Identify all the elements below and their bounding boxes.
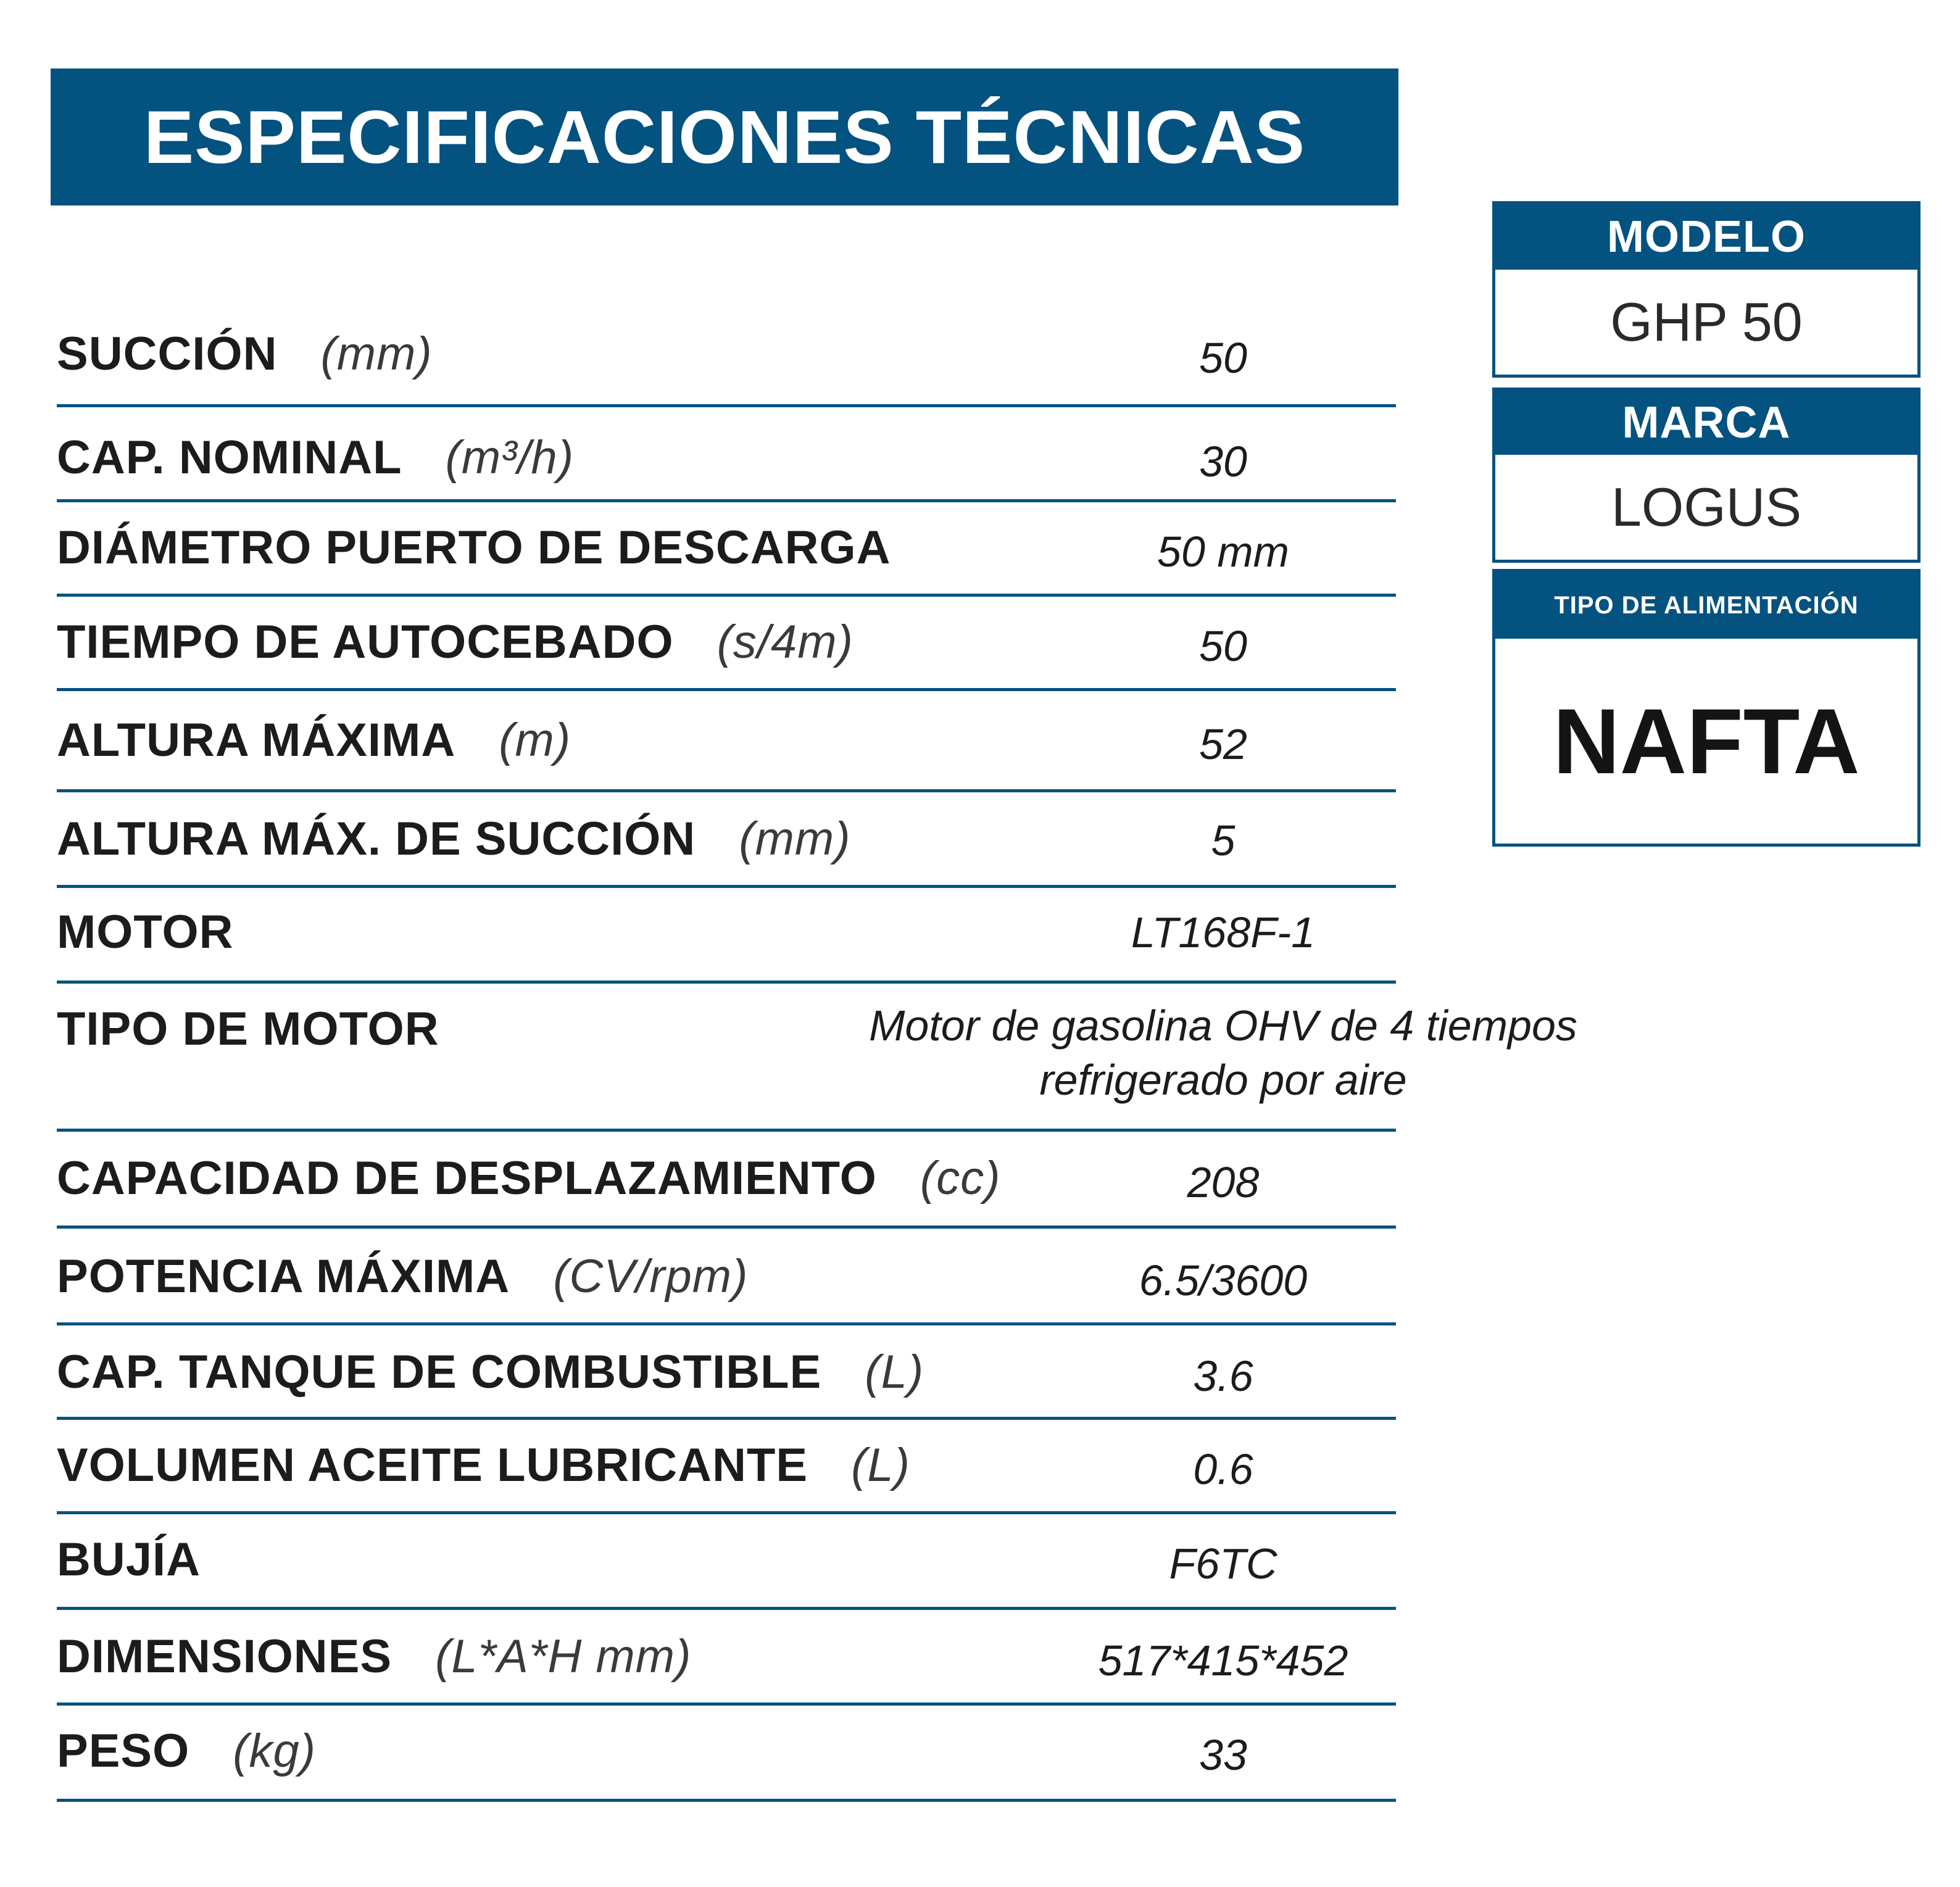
spec-unit: (mm) <box>739 813 851 865</box>
spec-row-altura-maxima <box>57 691 1396 792</box>
spec-row-aceite <box>57 1420 1396 1514</box>
spec-row-diametro-descarga <box>57 502 1396 597</box>
marca-value: LOGUS <box>1611 476 1802 537</box>
marca-box <box>1492 388 1921 563</box>
spec-value: 33 <box>1199 1731 1247 1779</box>
spec-row-motor <box>57 888 1396 984</box>
alimentacion-value: NAFTA <box>1553 689 1860 793</box>
alimentacion-label: TIPO DE ALIMENTACIÓN <box>1495 572 1917 639</box>
alimentacion-box <box>1492 569 1921 847</box>
spec-value: 5 <box>1211 816 1235 865</box>
spec-label: DIMENSIONES (L*A*H mm) <box>57 1630 692 1683</box>
spec-unit: (m³/h) <box>445 431 575 484</box>
spec-label: PESO (kg) <box>57 1725 317 1777</box>
spec-label: DIÁMETRO PUERTO DE DESCARGA <box>57 521 891 574</box>
spec-row-tiempo-autocebado <box>57 597 1396 691</box>
spec-value: 3.6 <box>1193 1352 1253 1400</box>
marca-label: MARCA <box>1495 391 1917 455</box>
spec-row-potencia <box>57 1229 1396 1325</box>
spec-label: MOTOR <box>57 906 234 958</box>
modelo-value: GHP 50 <box>1610 291 1803 352</box>
spec-unit: (mm) <box>320 328 433 380</box>
spec-value: 0.6 <box>1193 1445 1253 1493</box>
spec-label: SUCCIÓN (mm) <box>57 328 433 380</box>
spec-table <box>57 302 1577 1802</box>
spec-value: 50 <box>1199 334 1247 382</box>
spec-row-desplazamiento <box>57 1132 1396 1229</box>
spec-unit: (m) <box>499 714 571 766</box>
spec-label: BUJÍA <box>57 1533 201 1586</box>
modelo-label: MODELO <box>1495 204 1917 270</box>
spec-value: F6TC <box>1169 1540 1277 1588</box>
spec-label: VOLUMEN ACEITE LUBRICANTE (L) <box>57 1439 910 1491</box>
spec-value: 30 <box>1199 438 1247 486</box>
spec-value: 6.5/3600 <box>1139 1256 1308 1304</box>
spec-value: 50 mm <box>1157 528 1289 576</box>
spec-value: 517*415*452 <box>1098 1636 1348 1685</box>
spec-row-succion <box>57 302 1396 407</box>
spec-row-peso <box>57 1706 1396 1802</box>
spec-value: 52 <box>1199 720 1247 768</box>
spec-label: ALTURA MÁX. DE SUCCIÓN (mm) <box>57 813 851 865</box>
title-banner <box>51 68 1398 205</box>
spec-value: 50 <box>1199 622 1247 670</box>
spec-row-dimensiones <box>57 1610 1396 1706</box>
spec-row-altura-succion <box>57 792 1396 888</box>
spec-unit: (s/4m) <box>716 616 853 668</box>
spec-label: TIEMPO DE AUTOCEBADO (s/4m) <box>57 616 853 668</box>
spec-unit: (CV/rpm) <box>553 1250 749 1303</box>
spec-unit: (cc) <box>920 1152 1001 1205</box>
spec-unit: (L*A*H mm) <box>435 1630 692 1683</box>
page-title: ESPECIFICACIONES TÉCNICAS <box>143 95 1306 179</box>
spec-unit: (L) <box>865 1346 924 1398</box>
spec-value: 208 <box>1187 1158 1260 1206</box>
spec-label: CAPACIDAD DE DESPLAZAMIENTO (cc) <box>57 1152 1001 1205</box>
spec-label: CAP. TANQUE DE COMBUSTIBLE (L) <box>57 1346 924 1398</box>
spec-unit: (L) <box>851 1439 910 1491</box>
spec-label: TIPO DE MOTOR <box>57 1003 439 1055</box>
spec-row-tipo-motor <box>57 984 1577 1132</box>
spec-row-cap-nominal <box>57 407 1396 502</box>
spec-label: POTENCIA MÁXIMA (CV/rpm) <box>57 1250 749 1303</box>
spec-row-tanque <box>57 1325 1396 1420</box>
spec-unit: (kg) <box>233 1725 317 1777</box>
modelo-box <box>1492 201 1921 378</box>
spec-label: CAP. NOMINAL (m³/h) <box>57 431 575 484</box>
spec-value: Motor de gasolina OHV de 4 tiempos refrigerado por aire <box>869 1002 1577 1104</box>
spec-label: ALTURA MÁXIMA (m) <box>57 714 571 766</box>
spec-value: LT168F-1 <box>1131 908 1316 956</box>
spec-row-bujia <box>57 1514 1396 1610</box>
